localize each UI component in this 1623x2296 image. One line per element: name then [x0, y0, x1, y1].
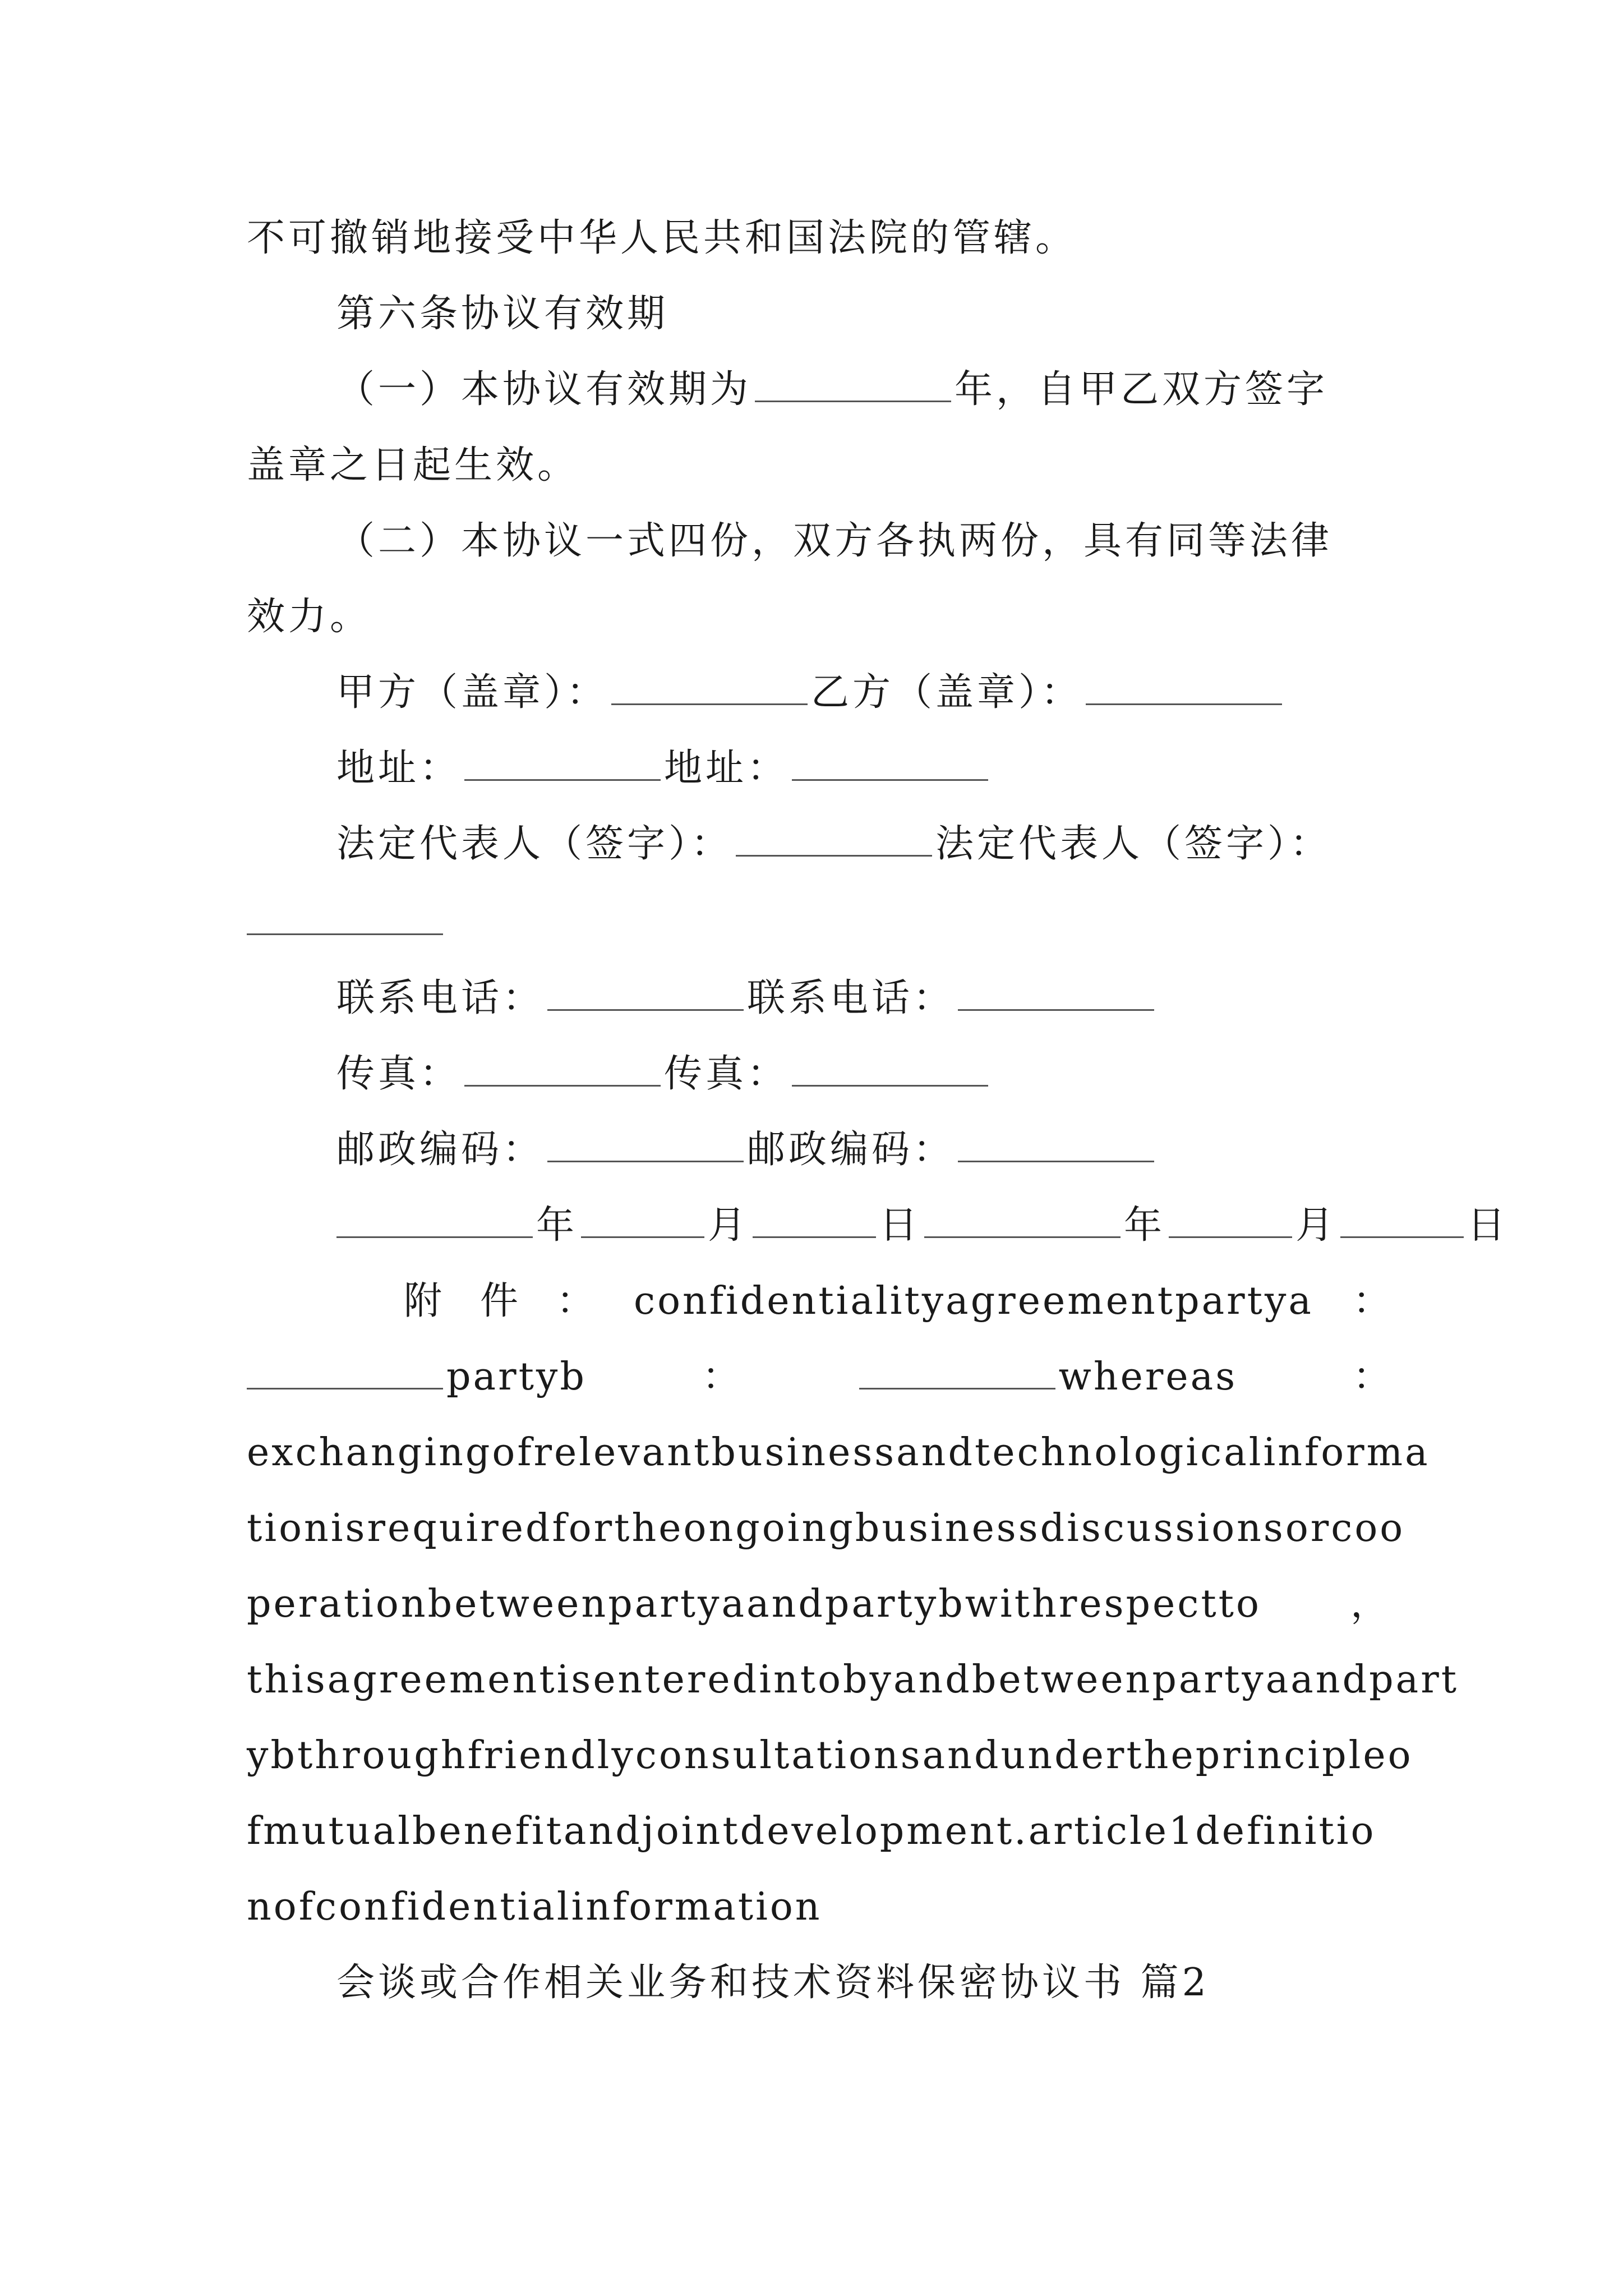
- blank-field[interactable]: [464, 751, 661, 781]
- postcode-row: [336, 1125, 1391, 1175]
- text: 盖章之日起生效。: [247, 443, 579, 487]
- blank-field[interactable]: [547, 981, 744, 1011]
- label: 法定代表人（签字）：: [336, 822, 733, 866]
- english-line: [247, 1806, 1391, 1857]
- english-line: [247, 1428, 1430, 1478]
- label: 联系电话：: [336, 976, 545, 1020]
- clause-2-cont: [247, 592, 1391, 642]
- paragraph-jurisdiction: [247, 213, 1391, 264]
- next-section-title: [336, 1958, 1391, 2008]
- blank-field[interactable]: [753, 1208, 876, 1238]
- blank-field[interactable]: [859, 1360, 1055, 1389]
- text: 会谈或合作相关业务和技术资料保密协议书 篇2: [336, 1961, 1210, 2005]
- colon: ：: [702, 1355, 740, 1399]
- blank-field[interactable]: [336, 1208, 533, 1238]
- date-month-label: 月: [708, 1203, 750, 1248]
- text: 效力。: [247, 595, 372, 639]
- partyb-label: partyb: [446, 1355, 587, 1399]
- text: exchangingofrelevantbusinessandtechnologicalinforma: [247, 1430, 1430, 1475]
- colon: ：: [1352, 1355, 1391, 1399]
- blank-field[interactable]: [755, 372, 951, 402]
- label: 邮政编码：: [747, 1128, 955, 1172]
- attachment-text: confidentialityagreementpartya: [634, 1279, 1313, 1323]
- attachment-line: [404, 1276, 1391, 1327]
- english-line: [247, 1503, 1405, 1554]
- legal-rep-row: [336, 819, 1391, 869]
- blank-field[interactable]: [1340, 1208, 1464, 1238]
- label: 法定代表人（签字）：: [935, 822, 1332, 866]
- clause-2-line: [336, 516, 1391, 567]
- text: fmutualbenefitandjointdevelopment.article1definitio: [247, 1809, 1376, 1853]
- label: 地址：: [336, 746, 462, 790]
- legal-rep-cont: [247, 898, 1391, 948]
- date-day-label: 日: [879, 1203, 921, 1248]
- text: ybthroughfriendlyconsultationsandundertheprincipleo: [247, 1733, 1413, 1778]
- blank-field[interactable]: [247, 905, 443, 935]
- parties-line: [247, 1352, 1391, 1402]
- blank-field[interactable]: [924, 1208, 1121, 1238]
- seal-row: [336, 668, 1391, 718]
- whereas-label: whereas: [1058, 1355, 1238, 1399]
- text: （一）本协议有效期为: [336, 367, 752, 412]
- date-row: [336, 1200, 1509, 1251]
- phone-row: [336, 973, 1391, 1024]
- clause-1-cont: [247, 440, 1391, 491]
- fax-row: [336, 1049, 1391, 1099]
- colon: ：: [1352, 1279, 1391, 1323]
- label: 传真：: [336, 1052, 462, 1096]
- date-year-label: 年: [1124, 1203, 1166, 1248]
- text: thisagreementisenteredintobyandbetweenpartyaandpart: [247, 1658, 1459, 1702]
- blank-field[interactable]: [247, 1360, 443, 1389]
- label: 联系电话：: [747, 976, 955, 1020]
- blank-field[interactable]: [1086, 675, 1282, 705]
- text: tionisrequiredfortheongoingbusinessdiscussionsorcoo: [247, 1506, 1405, 1550]
- date-day-label: 日: [1467, 1203, 1509, 1248]
- label: 地址：: [664, 746, 789, 790]
- blank-field[interactable]: [611, 675, 808, 705]
- english-line: [247, 1882, 1391, 1932]
- blank-field[interactable]: [464, 1057, 661, 1087]
- blank-field[interactable]: [581, 1208, 704, 1238]
- blank-field[interactable]: [958, 981, 1154, 1011]
- blank-field[interactable]: [547, 1133, 744, 1162]
- label: 甲方（盖章）：: [336, 670, 608, 715]
- text: 年，自甲乙双方签字: [955, 367, 1329, 412]
- label: 邮政编码：: [336, 1128, 545, 1172]
- english-line: [247, 1731, 1413, 1781]
- label: 传真：: [664, 1052, 789, 1096]
- address-row: [336, 743, 1391, 794]
- label: 乙方（盖章）：: [811, 670, 1083, 715]
- clause-1-line: [336, 365, 1391, 415]
- date-month-label: 月: [1295, 1203, 1338, 1248]
- blank-field[interactable]: [1169, 1208, 1292, 1238]
- date-year-label: 年: [536, 1203, 578, 1248]
- blank-field[interactable]: [736, 827, 932, 857]
- article-title: [336, 289, 1391, 339]
- blank-field[interactable]: [792, 751, 988, 781]
- comma: ，: [1350, 1582, 1391, 1626]
- english-line: [247, 1579, 1391, 1630]
- text: 第六条协议有效期: [336, 292, 669, 336]
- text: perationbetweenpartyaandpartybwithrespectto: [247, 1582, 1261, 1626]
- text: 不可撤销地接受中华人民共和国法院的管辖。: [247, 216, 1077, 260]
- blank-field[interactable]: [792, 1057, 988, 1087]
- english-line: [247, 1655, 1459, 1705]
- attachment-label: 附 件 ：: [404, 1279, 595, 1323]
- text: （二）本协议一式四份，双方各执两份，具有同等法律: [336, 519, 1333, 563]
- blank-field[interactable]: [958, 1133, 1154, 1162]
- text: nofconfidentialinformation: [247, 1885, 822, 1929]
